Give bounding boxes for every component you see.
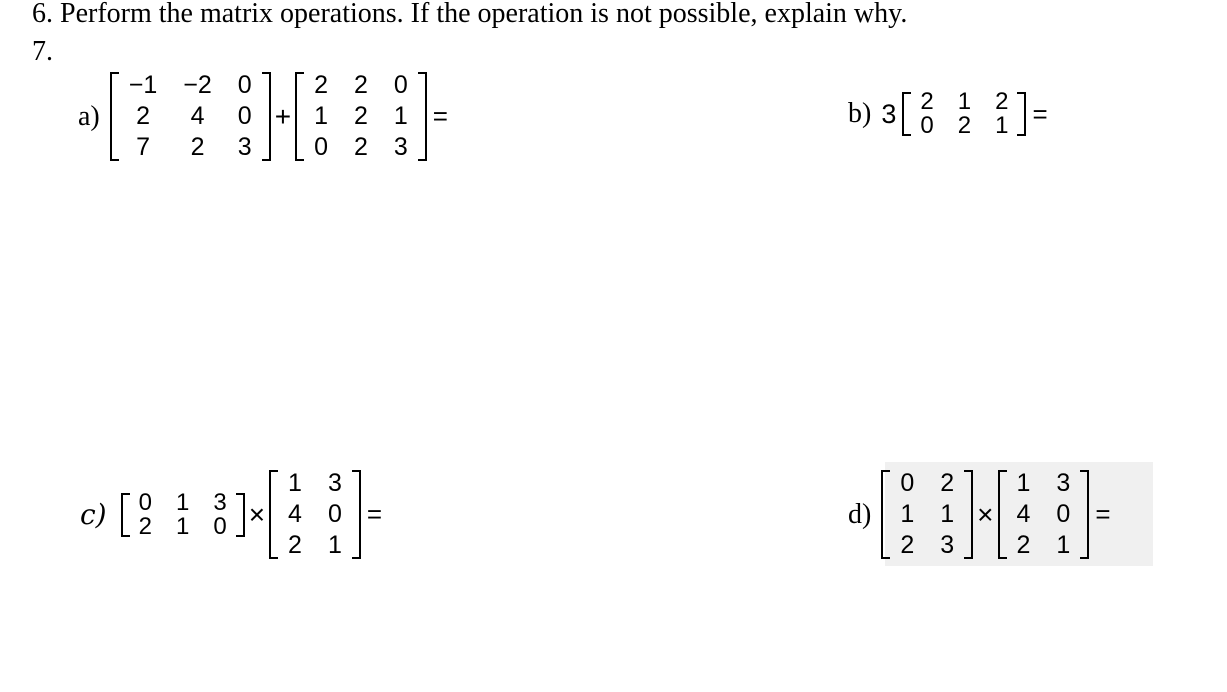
matrix-cell: 1 [393,102,408,130]
matrix-cell: 2 [190,133,205,161]
matrix-cell: 1 [314,102,328,130]
matrix-cell: −2 [183,71,212,99]
matrix-cell: 3 [1056,469,1071,497]
matrix-cell: 3 [237,133,252,161]
matrix-cell: 1 [1056,531,1071,559]
matrix-cell: 0 [314,133,328,161]
matrix-cell: 4 [288,500,302,528]
problem-c [80,468,382,561]
matrix-cell: 2 [138,512,152,540]
equals-sign: = [432,101,448,131]
matrix-b [902,90,1026,138]
times-operator: × [977,498,994,530]
matrix-cell: 2 [995,88,1009,115]
matrix-cell: −1 [128,71,158,99]
matrix-cell: 1 [175,488,190,516]
matrix-cell: 2 [288,531,302,559]
matrix-cell: 2 [920,88,934,115]
problem-c-label: c) [80,498,107,531]
matrix-cell: 2 [353,133,368,161]
matrix-cell: 2 [940,469,955,497]
question-number-7: 7. [32,36,53,67]
times-operator: × [248,498,266,530]
equals-sign: = [1095,499,1111,529]
problem-d [848,468,1111,561]
matrix-cell: 0 [1056,500,1071,528]
matrix-cell: 2 [353,71,368,99]
matrix-d-right [998,468,1090,561]
plus-operator: + [274,100,292,132]
problem-b [848,90,1048,138]
matrix-cell: 0 [900,469,915,497]
matrix-cell: 7 [136,133,150,161]
matrix-cell: 3 [393,133,408,161]
instruction-line: 6. Perform the matrix operations. If the operation is not possible, explain why. [32,0,908,29]
matrix-cell: 2 [900,531,915,559]
matrix-d-left [881,468,973,561]
matrix-cell: 2 [1016,531,1031,559]
matrix-cell: 1 [940,500,955,528]
problem-b-label: b) [848,98,872,129]
matrix-cell: 1 [288,469,302,497]
matrix-cell: 1 [175,512,190,540]
matrix-cell: 3 [327,469,342,497]
matrix-cell: 2 [314,71,328,99]
matrix-cell: 0 [138,488,152,516]
matrix-cell: 3 [940,531,955,559]
matrix-cell: 1 [995,112,1009,139]
matrix-cell: 0 [393,71,408,99]
matrix-cell: 2 [957,112,972,139]
matrix-cell: 2 [353,102,368,130]
matrix-cell: 2 [136,102,150,130]
matrix-a-left [110,70,271,163]
scalar-three: 3 [881,98,897,129]
matrix-c-right [269,468,361,561]
matrix-c-left [121,488,245,540]
equals-sign: = [366,499,383,529]
matrix-cell: 4 [1016,500,1031,528]
problem-d-label: d) [848,498,872,530]
matrix-cell: 0 [213,512,227,540]
matrix-a-right [295,70,427,163]
problem-a-label: a) [78,100,100,132]
matrix-cell: 0 [327,500,342,528]
matrix-cell: 4 [190,102,205,130]
problem-a [78,70,448,163]
matrix-cell: 0 [237,71,252,99]
equals-sign: = [1032,98,1048,129]
matrix-cell: 0 [920,112,934,139]
matrix-cell: 1 [327,531,342,559]
matrix-cell: 1 [900,500,915,528]
matrix-cell: 1 [1016,469,1031,497]
matrix-cell: 3 [213,488,227,516]
matrix-cell: 1 [957,88,972,115]
matrix-cell: 0 [237,102,252,130]
